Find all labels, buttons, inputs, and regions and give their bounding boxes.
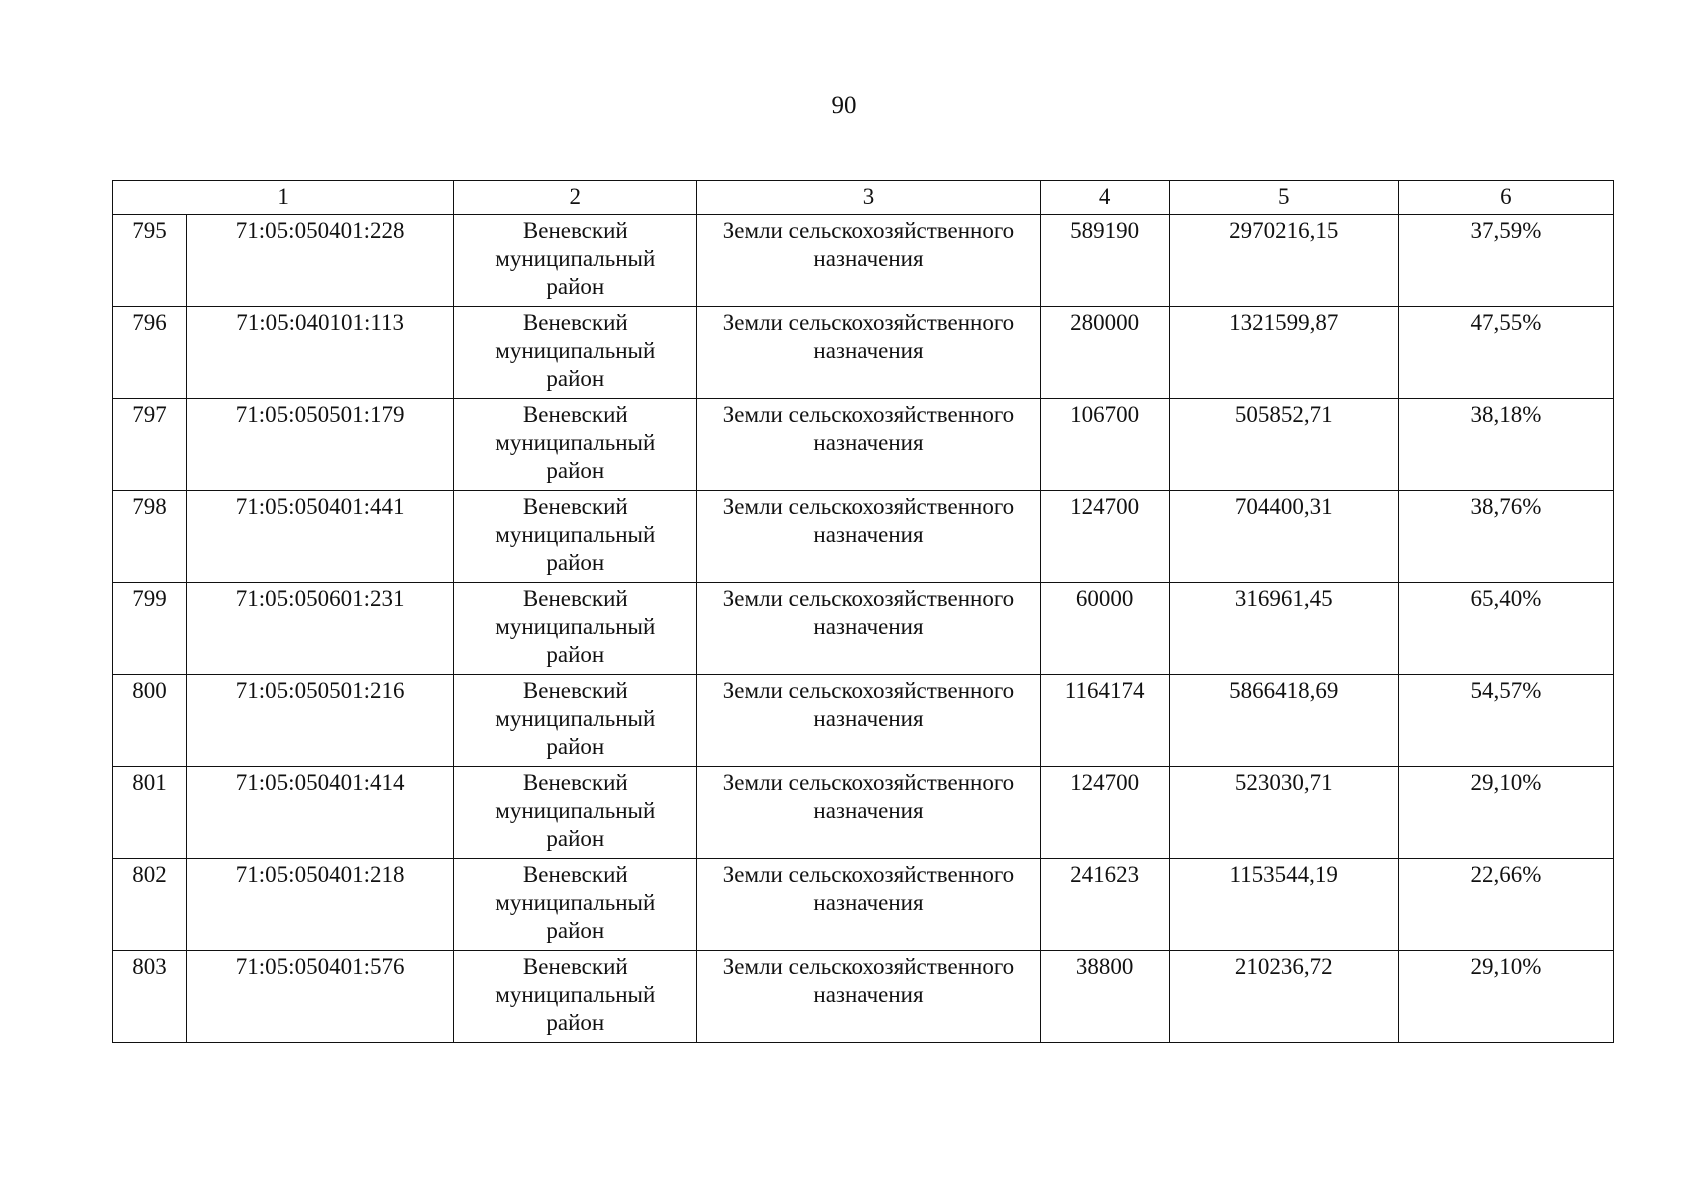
land-category-cell bbox=[697, 859, 1040, 951]
area-cell: 124700 bbox=[1040, 767, 1169, 859]
area-cell: 60000 bbox=[1040, 583, 1169, 675]
area-cell: 241623 bbox=[1040, 859, 1169, 951]
district-cell-line: Веневский bbox=[522, 402, 628, 427]
land-plots-table-container bbox=[112, 180, 1614, 1043]
table-body bbox=[113, 215, 1614, 1043]
percent-cell: 38,76% bbox=[1398, 491, 1613, 583]
cadastral-number-cell: 71:05:050601:231 bbox=[187, 583, 454, 675]
table-row bbox=[113, 583, 1614, 675]
land-category-cell-line: назначения bbox=[813, 614, 924, 639]
row-number-cell: 798 bbox=[113, 491, 187, 583]
land-category-cell-line: Земли сельскохозяйственного bbox=[722, 770, 1015, 795]
district-cell-line: муниципальный bbox=[495, 798, 656, 823]
district-cell bbox=[454, 583, 697, 675]
header-col-3: 3 bbox=[697, 181, 1040, 215]
district-cell-line: Веневский bbox=[522, 218, 628, 243]
page-number: 90 bbox=[831, 92, 857, 119]
cadastral-value-cell: 5866418,69 bbox=[1169, 675, 1398, 767]
land-category-cell-line: Земли сельскохозяйственного bbox=[722, 402, 1015, 427]
area-cell: 589190 bbox=[1040, 215, 1169, 307]
district-cell-line: муниципальный bbox=[495, 706, 656, 731]
area-cell: 124700 bbox=[1040, 491, 1169, 583]
cadastral-value-cell: 505852,71 bbox=[1169, 399, 1398, 491]
district-cell-line: муниципальный bbox=[495, 982, 656, 1007]
district-cell-line: муниципальный bbox=[495, 614, 656, 639]
district-cell-line: район bbox=[546, 1010, 605, 1035]
row-number-cell: 803 bbox=[113, 951, 187, 1043]
land-category-cell bbox=[697, 307, 1040, 399]
percent-cell: 47,55% bbox=[1398, 307, 1613, 399]
table-row bbox=[113, 675, 1614, 767]
header-col-1: 1 bbox=[113, 181, 454, 215]
land-category-cell-line: Земли сельскохозяйственного bbox=[722, 586, 1015, 611]
cadastral-value-cell: 316961,45 bbox=[1169, 583, 1398, 675]
row-number-cell: 796 bbox=[113, 307, 187, 399]
land-category-cell-line: Земли сельскохозяйственного bbox=[722, 310, 1015, 335]
table-row bbox=[113, 399, 1614, 491]
district-cell bbox=[454, 767, 697, 859]
cadastral-number-cell: 71:05:050401:228 bbox=[187, 215, 454, 307]
district-cell-line: Веневский bbox=[522, 770, 628, 795]
cadastral-number-cell: 71:05:050401:441 bbox=[187, 491, 454, 583]
header-col-5: 5 bbox=[1169, 181, 1398, 215]
district-cell-line: район bbox=[546, 734, 605, 759]
district-cell bbox=[454, 951, 697, 1043]
cadastral-value-cell: 2970216,15 bbox=[1169, 215, 1398, 307]
cadastral-number-cell: 71:05:050401:218 bbox=[187, 859, 454, 951]
district-cell-line: муниципальный bbox=[495, 338, 656, 363]
district-cell-line: Веневский bbox=[522, 586, 628, 611]
land-category-cell bbox=[697, 583, 1040, 675]
cadastral-value-cell: 523030,71 bbox=[1169, 767, 1398, 859]
row-number-cell: 801 bbox=[113, 767, 187, 859]
cadastral-number-cell: 71:05:040101:113 bbox=[187, 307, 454, 399]
area-cell: 38800 bbox=[1040, 951, 1169, 1043]
cadastral-value-cell: 1153544,19 bbox=[1169, 859, 1398, 951]
district-cell bbox=[454, 399, 697, 491]
land-category-cell-line: Земли сельскохозяйственного bbox=[722, 862, 1015, 887]
area-cell: 280000 bbox=[1040, 307, 1169, 399]
area-cell: 106700 bbox=[1040, 399, 1169, 491]
district-cell-line: муниципальный bbox=[495, 430, 656, 455]
percent-cell: 22,66% bbox=[1398, 859, 1613, 951]
cadastral-number-cell: 71:05:050401:576 bbox=[187, 951, 454, 1043]
district-cell-line: район bbox=[546, 274, 605, 299]
table-row bbox=[113, 859, 1614, 951]
land-category-cell-line: назначения bbox=[813, 338, 924, 363]
district-cell-line: район bbox=[546, 366, 605, 391]
district-cell-line: муниципальный bbox=[495, 522, 656, 547]
cadastral-number-cell: 71:05:050401:414 bbox=[187, 767, 454, 859]
percent-cell: 38,18% bbox=[1398, 399, 1613, 491]
row-number-cell: 799 bbox=[113, 583, 187, 675]
percent-cell: 29,10% bbox=[1398, 951, 1613, 1043]
district-cell-line: муниципальный bbox=[495, 890, 656, 915]
district-cell-line: район bbox=[546, 826, 605, 851]
district-cell bbox=[454, 491, 697, 583]
row-number-cell: 802 bbox=[113, 859, 187, 951]
land-category-cell bbox=[697, 951, 1040, 1043]
percent-cell: 65,40% bbox=[1398, 583, 1613, 675]
land-category-cell bbox=[697, 675, 1040, 767]
land-category-cell-line: назначения bbox=[813, 798, 924, 823]
land-category-cell-line: Земли сельскохозяйственного bbox=[722, 494, 1015, 519]
district-cell-line: район bbox=[546, 642, 605, 667]
land-category-cell bbox=[697, 767, 1040, 859]
percent-cell: 37,59% bbox=[1398, 215, 1613, 307]
header-col-6: 6 bbox=[1398, 181, 1613, 215]
cadastral-number-cell: 71:05:050501:179 bbox=[187, 399, 454, 491]
area-cell: 1164174 bbox=[1040, 675, 1169, 767]
row-number-cell: 800 bbox=[113, 675, 187, 767]
table-row bbox=[113, 767, 1614, 859]
district-cell-line: Веневский bbox=[522, 310, 628, 335]
table-header bbox=[113, 181, 1614, 215]
district-cell bbox=[454, 307, 697, 399]
land-category-cell-line: Земли сельскохозяйственного bbox=[722, 218, 1015, 243]
percent-cell: 54,57% bbox=[1398, 675, 1613, 767]
land-category-cell bbox=[697, 491, 1040, 583]
district-cell-line: район bbox=[546, 550, 605, 575]
table-row bbox=[113, 215, 1614, 307]
cadastral-number-cell: 71:05:050501:216 bbox=[187, 675, 454, 767]
cadastral-value-cell: 704400,31 bbox=[1169, 491, 1398, 583]
header-row bbox=[113, 181, 1614, 215]
district-cell bbox=[454, 215, 697, 307]
district-cell-line: муниципальный bbox=[495, 246, 656, 271]
row-number-cell: 797 bbox=[113, 399, 187, 491]
cadastral-value-cell: 210236,72 bbox=[1169, 951, 1398, 1043]
header-col-4: 4 bbox=[1040, 181, 1169, 215]
cadastral-value-cell: 1321599,87 bbox=[1169, 307, 1398, 399]
land-category-cell-line: назначения bbox=[813, 982, 924, 1007]
land-category-cell-line: назначения bbox=[813, 522, 924, 547]
land-category-cell-line: Земли сельскохозяйственного bbox=[722, 954, 1015, 979]
percent-cell: 29,10% bbox=[1398, 767, 1613, 859]
land-category-cell-line: назначения bbox=[813, 246, 924, 271]
district-cell-line: Веневский bbox=[522, 494, 628, 519]
land-category-cell-line: назначения bbox=[813, 890, 924, 915]
table-row bbox=[113, 491, 1614, 583]
district-cell-line: Веневский bbox=[522, 862, 628, 887]
district-cell-line: район bbox=[546, 458, 605, 483]
table-row bbox=[113, 307, 1614, 399]
land-category-cell bbox=[697, 215, 1040, 307]
header-col-2: 2 bbox=[454, 181, 697, 215]
land-plots-table bbox=[112, 180, 1614, 1043]
table-row bbox=[113, 951, 1614, 1043]
district-cell-line: район bbox=[546, 918, 605, 943]
district-cell-line: Веневский bbox=[522, 954, 628, 979]
district-cell-line: Веневский bbox=[522, 678, 628, 703]
district-cell bbox=[454, 675, 697, 767]
land-category-cell-line: назначения bbox=[813, 430, 924, 455]
row-number-cell: 795 bbox=[113, 215, 187, 307]
land-category-cell-line: назначения bbox=[813, 706, 924, 731]
land-category-cell-line: Земли сельскохозяйственного bbox=[722, 678, 1015, 703]
land-category-cell bbox=[697, 399, 1040, 491]
district-cell bbox=[454, 859, 697, 951]
